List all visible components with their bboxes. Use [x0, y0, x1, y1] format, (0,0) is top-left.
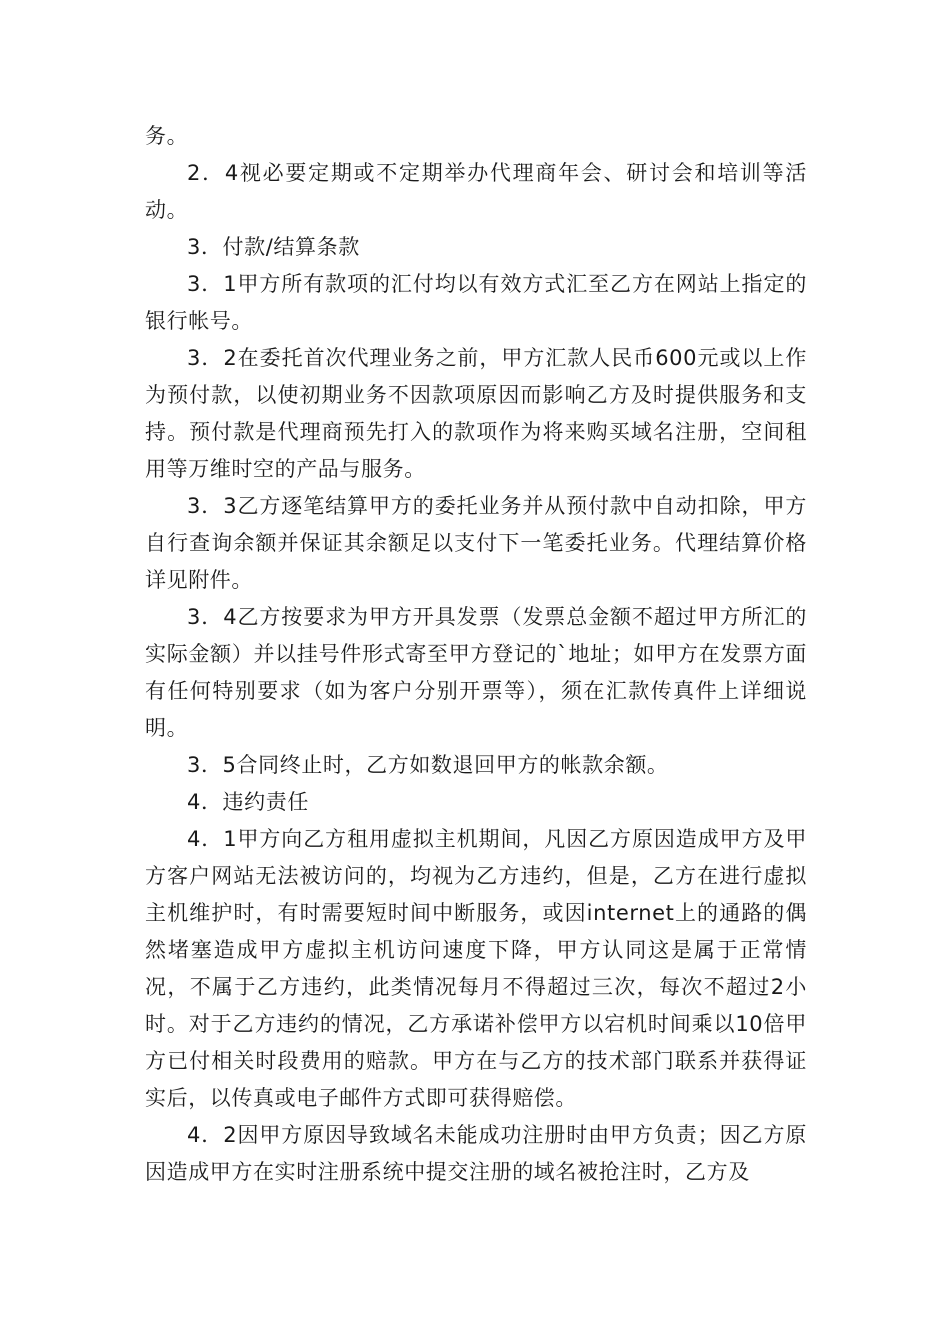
paragraph-3-2: 3．2在委托首次代理业务之前，甲方汇款人民币600元或以上作为预付款，以使初期业务不因款项原因而影响乙方及时提供服务和支持。预付款是代理商预先打入的款项作为将来购买域名注册，空间租用等万维时空的产品与服务。: [145, 346, 807, 481]
paragraph-4-1: 4．1甲方向乙方租用虚拟主机期间，凡因乙方原因造成甲方及甲方客户网站无法被访问的，均视为乙方违约，但是，乙方在进行虚拟主机维护时，有时需要短时间中断服务，或因internet上的通路的偶然堵塞造成甲方虚拟主机访问速度下降，甲方认同这是属于正常情况，不属于乙方违约，此类情况每月不得超过三次，每次不超过2小时。对于乙方违约的情况，乙方承诺补偿甲方以宕机时间乘以10倍甲方已付相关时段费用的赔款。甲方在与乙方的技术部门联系并获得证实后，以传真或电子邮件方式即可获得赔偿。: [145, 827, 807, 1110]
paragraph-3-1: 3．1甲方所有款项的汇付均以有效方式汇至乙方在网站上指定的银行帐号。: [145, 272, 807, 333]
paragraph-continuation: 务。: [145, 124, 189, 148]
paragraph-3-4: 3．4乙方按要求为甲方开具发票（发票总金额不超过甲方所汇的实际金额）并以挂号件形式寄至甲方登记的`地址；如甲方在发票方面有任何特别要求（如为客户分别开票等），须在汇款传真件上详细说明。: [145, 605, 807, 740]
section-heading-payment: 3．付款/结算条款: [187, 235, 360, 259]
document-body: [145, 118, 807, 1191]
section-heading-liability: 4．违约责任: [187, 790, 309, 814]
paragraph-3-5: 3．5合同终止时，乙方如数退回甲方的帐款余额。: [187, 753, 669, 777]
paragraph-2-4: 2．4视必要定期或不定期举办代理商年会、研讨会和培训等活动。: [145, 161, 807, 222]
paragraph-3-3: 3．3乙方逐笔结算甲方的委托业务并从预付款中自动扣除，甲方自行查询余额并保证其余额足以支付下一笔委托业务。代理结算价格详见附件。: [145, 494, 807, 592]
paragraph-4-2: 4．2因甲方原因导致域名未能成功注册时由甲方负责；因乙方原因造成甲方在实时注册系统中提交注册的域名被抢注时，乙方及: [145, 1123, 807, 1184]
